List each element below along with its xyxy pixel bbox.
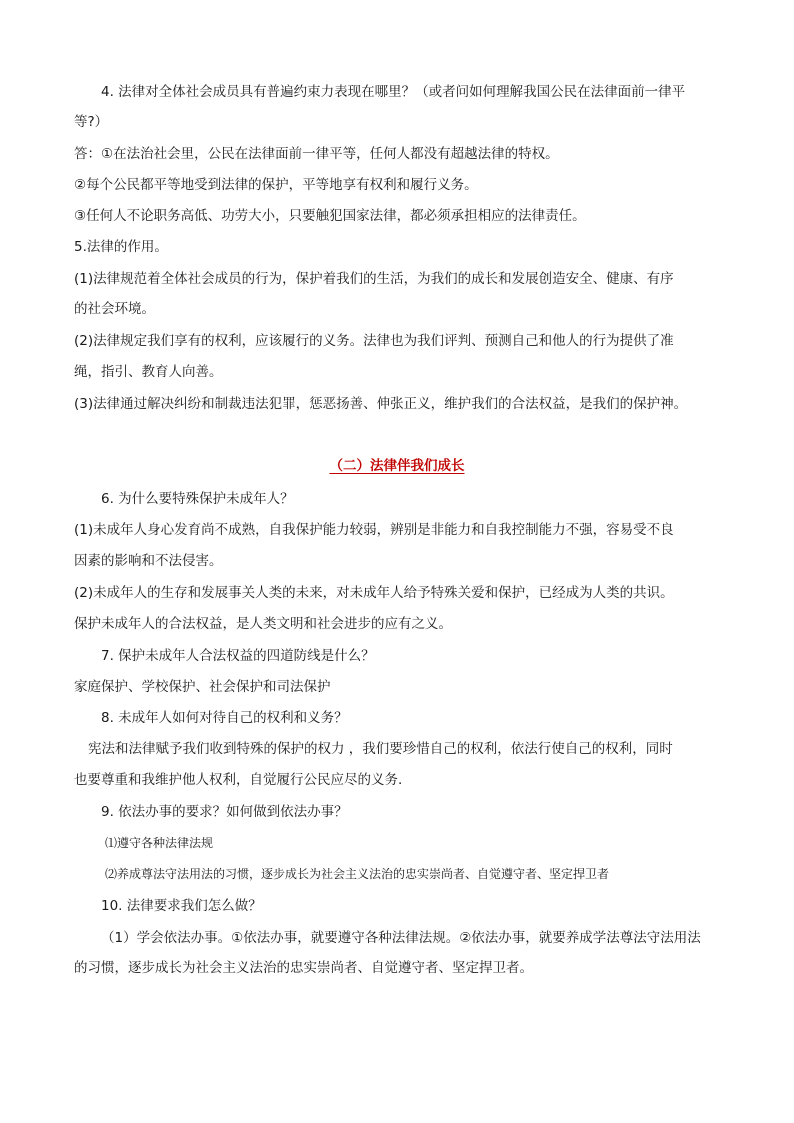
question-8: 8. 未成年人如何对待自己的权利和义务？ bbox=[101, 710, 348, 726]
question-4-line-2: 等?） bbox=[74, 114, 109, 130]
answer-7: 家庭保护、学校保护、社会保护和司法保护 bbox=[74, 679, 331, 695]
answer-6-p1-line-1: (1)未成年人身心发育尚不成熟，自我保护能力较弱，辨别是非能力和自我控制能力不强，容易受不良 bbox=[74, 522, 674, 538]
answer-10-line-1: （1）学会依法办事。①依法办事，就要遵守各种法律法规。②依法办事，就要养成学法尊法守法用法 bbox=[101, 930, 701, 946]
answer-8-line-1: 宪法和法律赋予我们收到特殊的保护的权力 ，我们要珍惜自己的权利，依法行使自己的权利，同时 bbox=[88, 741, 673, 757]
answer-9-item-2: ⑵养成尊法守法用法的习惯，逐步成长为社会主义法治的忠实崇尚者、自觉遵守者、坚定捍卫者 bbox=[105, 867, 610, 881]
answer-5-p1-line-2: 的社会环境。 bbox=[74, 301, 155, 317]
answer-9-item-1: ⑴遵守各种法律法规 bbox=[105, 836, 214, 850]
answer-5-p3: (3)法律通过解决纠纷和制裁违法犯罪，惩恶扬善、伸张正义，维护我们的合法权益，是我们的保护神。 bbox=[74, 396, 688, 412]
question-7: 7. 保护未成年人合法权益的四道防线是什么？ bbox=[101, 648, 375, 664]
question-5: 5.法律的作用。 bbox=[74, 239, 168, 255]
question-9: 9. 依法办事的要求？如何做到依法办事？ bbox=[101, 804, 348, 820]
answer-5-p2-line-1: (2)法律规定我们享有的权利，应该履行的义务。法律也为我们评判、预测自己和他人的行为提供了准 bbox=[74, 333, 674, 349]
question-10: 10. 法律要求我们怎么做？ bbox=[101, 898, 262, 914]
answer-6-p2-line-1: (2)未成年人的生存和发展事关人类的未来，对未成年人给予特殊关爱和保护，已经成为人类的共识。 bbox=[74, 585, 674, 601]
question-4-line-1: 4. 法律对全体社会成员具有普遍约束力表现在哪里？（或者问如何理解我国公民在法律面前一律平 bbox=[101, 84, 686, 100]
answer-6-p1-line-2: 因素的影响和不法侵害。 bbox=[74, 553, 223, 569]
answer-5-p2-line-2: 绳，指引、教育人向善。 bbox=[74, 364, 223, 380]
answer-10-line-2: 的习惯，逐步成长为社会主义法治的忠实崇尚者、自觉遵守者、坚定捍卫者。 bbox=[74, 960, 533, 976]
section-2-title: （二）法律伴我们成长 bbox=[329, 458, 465, 474]
question-6: 6. 为什么要特殊保护未成年人？ bbox=[101, 491, 294, 507]
answer-8-line-2: 也要尊重和我维护他人权利，自觉履行公民应尽的义务. bbox=[74, 772, 403, 788]
answer-6-p2-line-2: 保护未成年人的合法权益，是人类文明和社会进步的应有之义。 bbox=[74, 616, 452, 632]
answer-4-item-3: ③任何人不论职务高低、功劳大小，只要触犯国家法律，都必须承担相应的法律责任。 bbox=[74, 208, 586, 224]
answer-5-p1-line-1: (1)法律规范着全体社会成员的行为，保护着我们的生活，为我们的成长和发展创造安全、健康、有序 bbox=[74, 271, 674, 287]
answer-4-item-2: ②每个公民都平等地受到法律的保护，平等地享有权利和履行义务。 bbox=[74, 177, 478, 193]
answer-4-item-1: 答：①在法治社会里，公民在法律面前一律平等，任何人都没有超越法律的特权。 bbox=[74, 146, 559, 162]
